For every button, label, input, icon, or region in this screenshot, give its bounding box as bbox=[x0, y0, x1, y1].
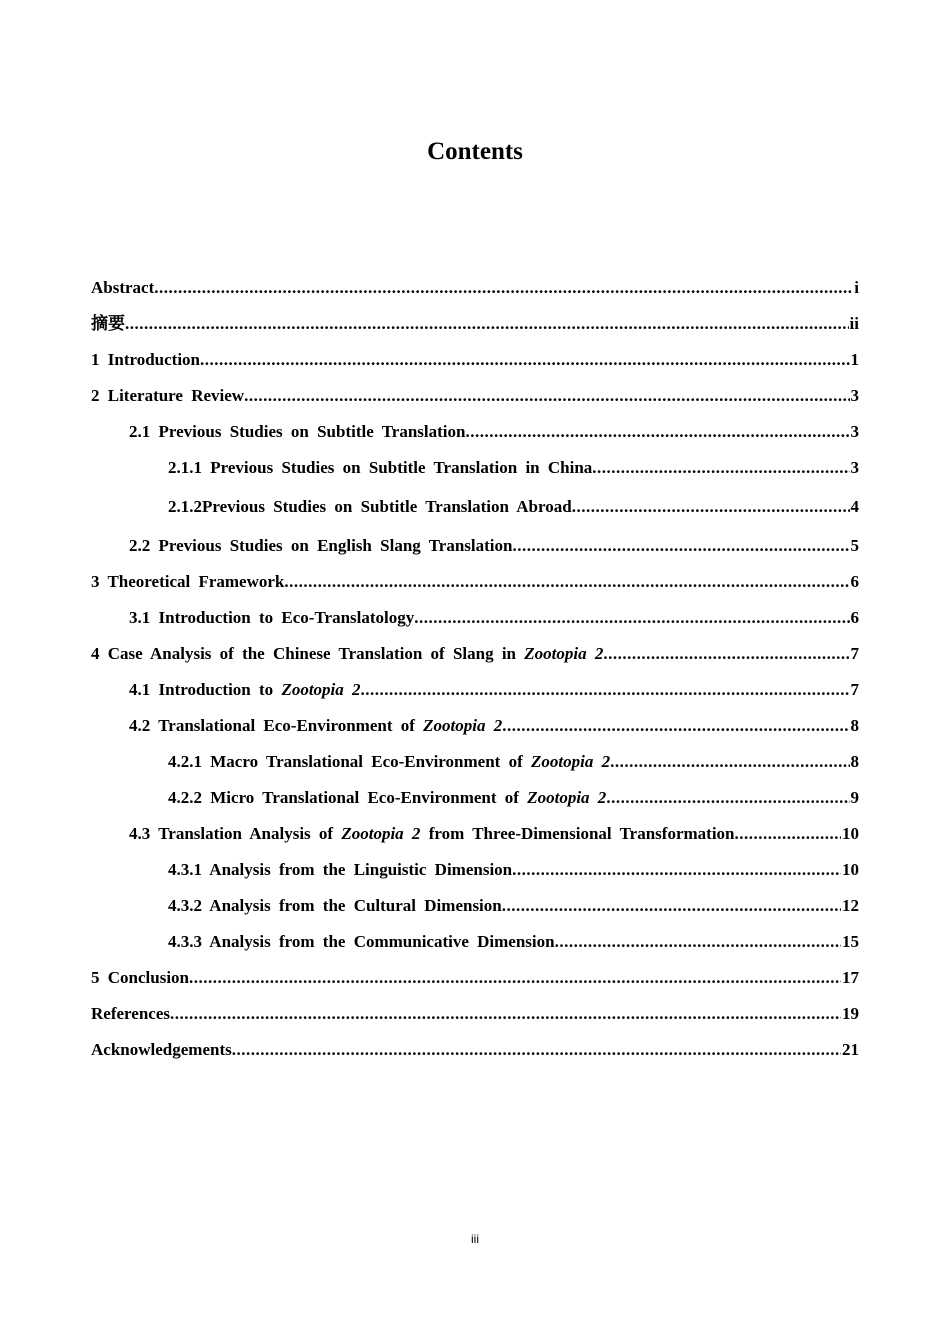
toc-entry-page-number: 7 bbox=[850, 680, 859, 699]
table-of-contents bbox=[91, 274, 859, 1072]
page-title: Contents bbox=[427, 138, 523, 165]
toc-entry-page-number: 21 bbox=[842, 1040, 859, 1059]
toc-entry[interactable] bbox=[91, 892, 859, 928]
toc-entry-title-text: from Three-Dimensional Transformation bbox=[420, 824, 735, 843]
toc-entry[interactable] bbox=[91, 310, 859, 346]
toc-dot-leader bbox=[414, 604, 849, 632]
toc-entry-title bbox=[91, 568, 284, 596]
toc-entry-page-number: 3 bbox=[850, 422, 859, 441]
toc-entry-title-text: 4.2.1 Macro Translational Eco-Environment of bbox=[168, 752, 531, 771]
toc-entry-title-italic: Zootopia 2 bbox=[531, 752, 611, 771]
toc-entry-title-text: 2.1.1 Previous Studies on Subtitle Translation in China bbox=[168, 458, 593, 477]
toc-entry-page-number: 1 bbox=[850, 350, 859, 369]
toc-entry-page-number: 5 bbox=[850, 536, 859, 555]
toc-entry-title-text: 2.2 Previous Studies on English Slang Translation bbox=[129, 536, 513, 555]
toc-entry-page-number: ii bbox=[849, 314, 859, 333]
toc-entry[interactable] bbox=[91, 454, 859, 493]
toc-dot-leader bbox=[361, 676, 850, 704]
toc-entry-page-number: i bbox=[854, 278, 859, 297]
toc-dot-leader bbox=[502, 712, 849, 740]
toc-dot-leader bbox=[610, 748, 849, 776]
toc-entry-title bbox=[91, 310, 125, 338]
toc-dot-leader bbox=[154, 274, 853, 302]
toc-dot-leader bbox=[572, 493, 850, 521]
toc-entry-title bbox=[168, 892, 502, 920]
toc-entry-title-text: 1 Introduction bbox=[91, 350, 201, 369]
toc-dot-leader bbox=[284, 568, 849, 596]
toc-entry-title bbox=[129, 418, 465, 446]
toc-entry-title-text: 3 Theoretical Framework bbox=[91, 572, 285, 591]
toc-entry-page-number: 6 bbox=[850, 608, 859, 627]
toc-entry[interactable] bbox=[91, 532, 859, 568]
toc-entry[interactable] bbox=[91, 1000, 859, 1036]
toc-entry-title bbox=[129, 820, 735, 848]
toc-entry-page-number: 4 bbox=[850, 497, 859, 516]
toc-entry-title-text: 4.2 Translational Eco-Environment of bbox=[129, 716, 424, 735]
toc-entry-page-number: 10 bbox=[842, 860, 859, 879]
toc-dot-leader bbox=[200, 346, 849, 374]
toc-dot-leader bbox=[502, 892, 841, 920]
toc-entry-page-number: 15 bbox=[842, 932, 859, 951]
toc-entry-title-text: 4 Case Analysis of the Chinese Translation of Slang in bbox=[91, 644, 525, 663]
toc-entry-page-number: 3 bbox=[850, 458, 859, 477]
toc-entry[interactable] bbox=[91, 820, 859, 856]
toc-entry-title bbox=[129, 604, 414, 632]
toc-dot-leader bbox=[735, 820, 842, 848]
toc-entry-title-text: 4.3.1 Analysis from the Linguistic Dimension bbox=[168, 860, 513, 879]
toc-entry-page-number: 19 bbox=[842, 1004, 859, 1023]
toc-entry-title-italic: Zootopia 2 bbox=[341, 824, 421, 843]
toc-entry-title-italic: Zootopia 2 bbox=[423, 716, 503, 735]
toc-dot-leader bbox=[465, 418, 849, 446]
toc-entry[interactable] bbox=[91, 1036, 859, 1072]
toc-entry[interactable] bbox=[91, 418, 859, 454]
toc-entry-title bbox=[168, 856, 512, 884]
toc-dot-leader bbox=[170, 1000, 841, 1028]
toc-entry-title bbox=[91, 274, 154, 302]
toc-entry[interactable] bbox=[91, 640, 859, 676]
toc-entry-title bbox=[129, 712, 502, 740]
toc-dot-leader bbox=[603, 640, 849, 668]
toc-entry[interactable] bbox=[91, 856, 859, 892]
toc-entry-page-number: 17 bbox=[842, 968, 859, 987]
toc-entry-page-number: 9 bbox=[850, 788, 859, 807]
toc-entry-title-text: 2 Literature Review bbox=[91, 386, 245, 405]
toc-entry-title-italic: Zootopia 2 bbox=[527, 788, 607, 807]
page-number-footer: iii bbox=[471, 1232, 479, 1246]
toc-entry[interactable] bbox=[91, 928, 859, 964]
toc-entry[interactable] bbox=[91, 748, 859, 784]
toc-entry[interactable] bbox=[91, 604, 859, 640]
toc-dot-leader bbox=[592, 454, 849, 482]
toc-entry-title-text: 2.1 Previous Studies on Subtitle Translation bbox=[129, 422, 466, 441]
toc-entry[interactable] bbox=[91, 568, 859, 604]
toc-entry[interactable] bbox=[91, 493, 859, 532]
toc-entry[interactable] bbox=[91, 712, 859, 748]
toc-entry-title bbox=[91, 964, 189, 992]
toc-entry-title-text: 5 Conclusion bbox=[91, 968, 189, 987]
toc-entry-title-text: 4.2.2 Micro Translational Eco-Environment of bbox=[168, 788, 528, 807]
toc-entry-title-text: 摘要 bbox=[91, 314, 125, 333]
toc-dot-leader bbox=[512, 856, 841, 884]
toc-entry-title bbox=[129, 676, 361, 704]
toc-entry-title-text: 4.3.3 Analysis from the Communicative Dimension bbox=[168, 932, 555, 951]
toc-entry-page-number: 8 bbox=[850, 752, 859, 771]
toc-dot-leader bbox=[555, 928, 841, 956]
toc-entry-title-text: 2.1.2Previous Studies on Subtitle Translation Abroad bbox=[168, 497, 572, 516]
toc-entry[interactable] bbox=[91, 382, 859, 418]
toc-entry-title-text: 4.3 Translation Analysis of bbox=[129, 824, 342, 843]
toc-entry-title bbox=[91, 640, 603, 668]
toc-entry-title bbox=[168, 784, 606, 812]
toc-entry-page-number: 7 bbox=[850, 644, 859, 663]
toc-entry-page-number: 10 bbox=[842, 824, 859, 843]
toc-entry-title-italic: Zootopia 2 bbox=[524, 644, 604, 663]
toc-entry-title-text: 3.1 Introduction to Eco-Translatology bbox=[129, 608, 415, 627]
toc-entry-title bbox=[91, 1000, 170, 1028]
toc-dot-leader bbox=[244, 382, 849, 410]
toc-entry-title-text: 4.3.2 Analysis from the Cultural Dimension bbox=[168, 896, 502, 915]
toc-entry-title bbox=[91, 382, 244, 410]
toc-dot-leader bbox=[189, 964, 841, 992]
toc-entry-title-text: 4.1 Introduction to bbox=[129, 680, 282, 699]
toc-entry-page-number: 8 bbox=[850, 716, 859, 735]
toc-entry[interactable] bbox=[91, 274, 859, 310]
toc-entry[interactable] bbox=[91, 964, 859, 1000]
toc-dot-leader bbox=[125, 310, 849, 338]
toc-entry-title bbox=[91, 346, 200, 374]
toc-entry[interactable] bbox=[91, 784, 859, 820]
toc-entry-title bbox=[168, 454, 592, 482]
toc-entry-title-italic: Zootopia 2 bbox=[281, 680, 361, 699]
toc-entry[interactable] bbox=[91, 346, 859, 382]
toc-entry-title bbox=[168, 928, 555, 956]
toc-entry-title bbox=[168, 493, 572, 521]
toc-dot-leader bbox=[606, 784, 849, 812]
toc-entry-page-number: 12 bbox=[842, 896, 859, 915]
toc-entry-title bbox=[168, 748, 610, 776]
toc-entry-page-number: 6 bbox=[850, 572, 859, 591]
toc-entry-title-text: Acknowledgements bbox=[91, 1040, 232, 1059]
toc-entry-page-number: 3 bbox=[850, 386, 859, 405]
toc-entry-title-text: References bbox=[91, 1004, 170, 1023]
toc-entry-title bbox=[91, 1036, 232, 1064]
toc-entry[interactable] bbox=[91, 676, 859, 712]
toc-dot-leader bbox=[232, 1036, 841, 1064]
toc-dot-leader bbox=[512, 532, 849, 560]
toc-entry-title bbox=[129, 532, 512, 560]
toc-entry-title-text: Abstract bbox=[91, 278, 155, 297]
